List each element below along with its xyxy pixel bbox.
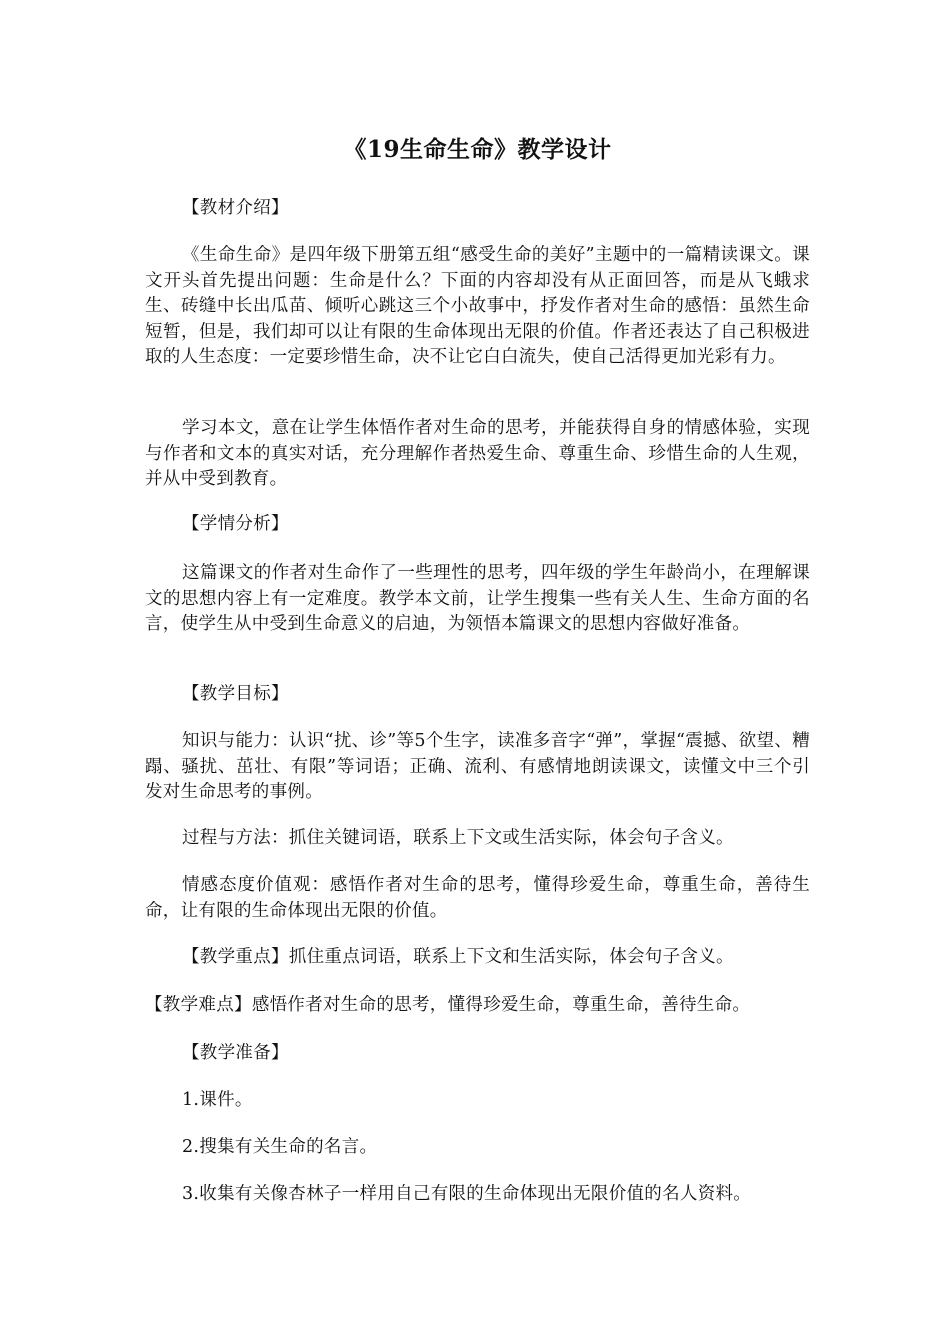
student-analysis-paragraph: 这篇课文的作者对生命作了一些理性的思考，四年级的学生年龄尚小，在理解课文的思想内容上有一定难度。教学本文前，让学生搜集一些有关人生、生命方面的名言，使学生从中受到生命意义的启迪，为领悟本篇课文的思想内容做好准备。	[145, 563, 810, 634]
section-heading-material-intro: 【教材介绍】	[182, 198, 289, 218]
material-intro-paragraph-1: 《生命生命》是四年级下册第五组“感受生命的美好”主题中的一篇精读课文。课文开头首先提出问题：生命是什么？下面的内容却没有从正面回答，而是从飞蛾求生、砖缝中长出瓜苗、倾听心跳这三个小故事中，抒发作者对生命的感悟：虽然生命短暂，但是，我们却可以让有限的生命体现出无限的价值。作者还表达了自己积极进取的人生态度：一定要珍惜生命，决不让它白白流失，使自己活得更加光彩有力。	[145, 245, 810, 367]
material-intro-paragraph-2: 学习本文，意在让学生体悟作者对生命的思考，并能获得自身的情感体验，实现与作者和文本的真实对话，充分理解作者热爱生命、尊重生命、珍惜生命的人生观，并从中受到教育。	[145, 418, 810, 489]
section-heading-preparation: 【教学准备】	[182, 1043, 289, 1063]
objective-knowledge-ability: 知识与能力：认识“扰、诊”等5个生字，读准多音字“弹”，掌握“震撼、欲望、糟蹋、骚扰、茁壮、有限”等词语；正确、流利、有感情地朗读课文，读懂文中三个引发对生命思考的事例。	[145, 731, 810, 802]
section-heading-objectives: 【教学目标】	[182, 684, 289, 704]
objective-emotion-values: 情感态度价值观：感悟作者对生命的思考，懂得珍爱生命，尊重生命，善待生命，让有限的生命体现出无限的价值。	[145, 875, 810, 921]
key-point-line	[145, 945, 810, 971]
preparation-item-2: 2.搜集有关生命的名言。	[182, 1137, 378, 1157]
objective-process-method: 过程与方法：抓住关键词语，联系上下文或生活实际，体会句子含义。	[182, 828, 734, 848]
key-point-text: 抓住重点词语，联系上下文和生活实际，体会句子含义。	[288, 947, 734, 967]
section-heading-difficulty: 【教学难点】	[145, 995, 252, 1015]
section-heading-student-analysis: 【学情分析】	[182, 514, 289, 534]
preparation-item-3: 3.收集有关像杏林子一样用自己有限的生命体现出无限价值的名人资料。	[182, 1184, 752, 1204]
difficulty-text: 感悟作者对生命的思考，懂得珍爱生命，尊重生命，善待生命。	[251, 995, 751, 1015]
section-heading-key-point: 【教学重点】	[182, 947, 289, 967]
document-title: 《19生命生命》教学设计	[343, 136, 612, 163]
preparation-item-1: 1.课件。	[182, 1090, 253, 1110]
difficulty-line	[145, 993, 810, 1019]
